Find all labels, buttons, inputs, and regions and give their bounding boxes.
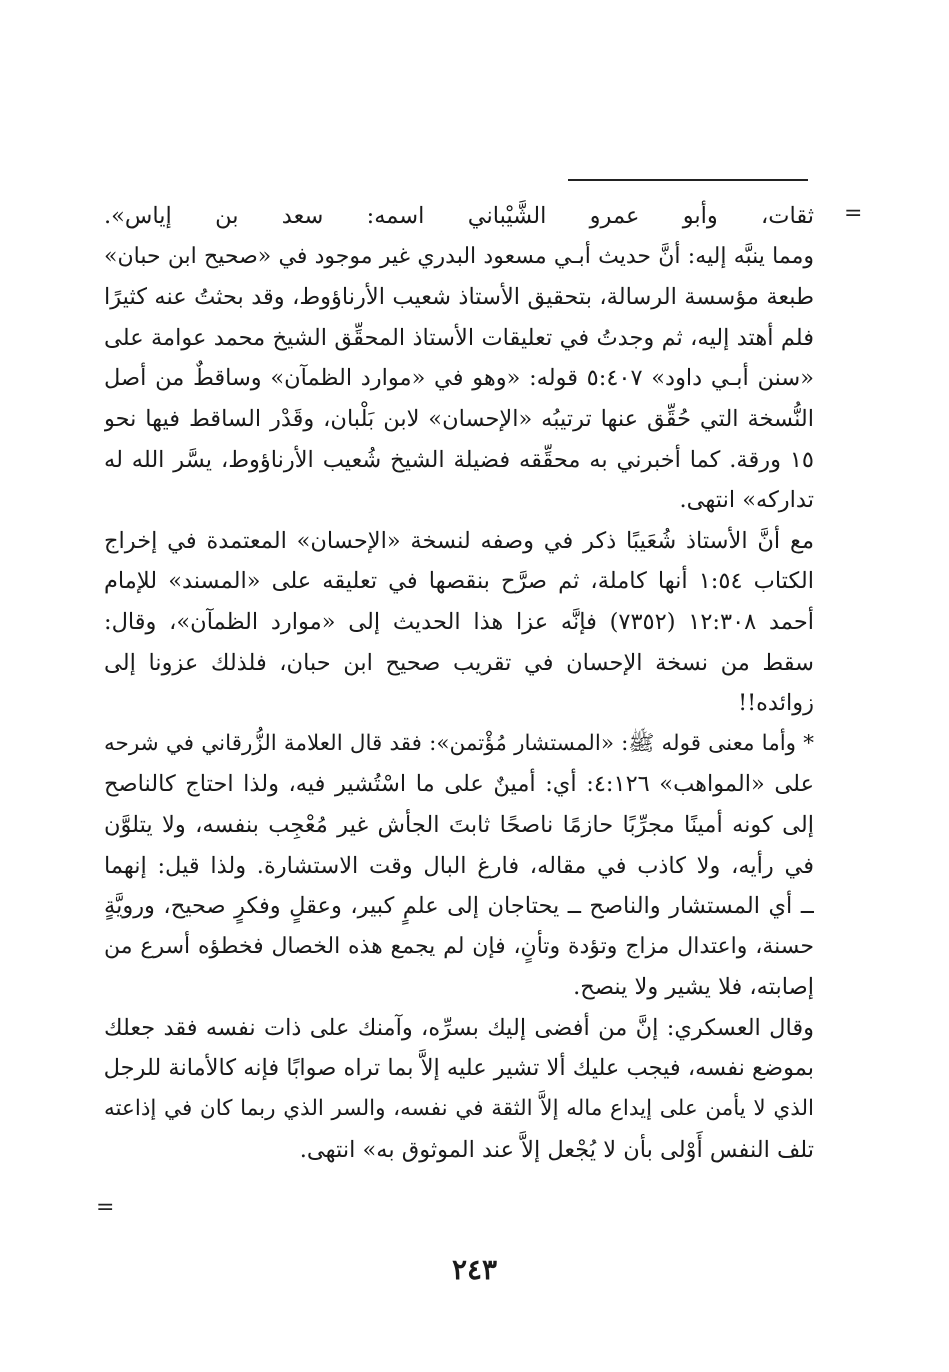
text-line: ومما ينبَّه إليه: أنَّ حديث أبـي مسعود البدري غير موجود في «صحيح ابن حبان» <box>104 243 814 269</box>
footnote-separator-rule <box>568 179 808 181</box>
text-line: فلم أهتد إليه، ثم وجدتُ في تعليقات الأستاذ المحقِّق الشيخ محمد عوامة على <box>104 324 814 351</box>
continuation-marker-top: = <box>844 201 863 226</box>
text-line: الذي لا يأمن على إيداع ماله إلاَّ الثقة في نفسه، والسر الذي ربما كان في إذاعته <box>104 1096 814 1122</box>
text-line: إلى كونه أمينًا مجرِّبًا حازمًا ناصحًا ثابتَ الجأش غير مُعْجِب بنفسه، ولا يتلوَّن <box>104 811 814 838</box>
page-number: ٢٤٣ <box>451 1253 498 1286</box>
text-line: ١٥ ورقة. كما أخبرني به محقِّقه فضيلة الشيخ شُعيب الأرناؤوط، يسَّر الله له <box>104 446 814 473</box>
text-line: «سنن أبـي داود» ٥:٤٠٧ قوله: «وهو في «موارد الظمآن» وساقطٌ من أصل <box>104 365 814 392</box>
text-line: طبعة مؤسسة الرسالة، بتحقيق الأستاذ شعيب الأرناؤوط، وقد بحثتُ عنه كثيرًا <box>104 284 814 311</box>
text-line: زوائده!! <box>738 690 814 717</box>
text-line: حسنة، واعتدال مزاج وتؤدة وتأنٍ، فإن لم يجمع هذه الخصال فخطؤه أسرع من <box>104 933 814 959</box>
text-line: بموضع نفسه، فيجب عليك ألا تشير عليه إلاَّ بما تراه صوابًا فإنه كالأمانة للرجل <box>104 1055 814 1082</box>
text-line: الكتاب ١:٥٤ أنها كاملة، ثم صرَّح بنقصها في تعليقه على «المسند» للإمام <box>104 568 814 595</box>
footnote-text <box>104 196 814 1170</box>
continuation-marker-bottom: = <box>96 1195 115 1220</box>
text-line: مع أنَّ الأستاذ شُعَيبًا ذكر في وصفه لنسخة «الإحسان» المعتمدة في إخراج <box>104 527 814 554</box>
text-line: سقط من نسخة الإحسان في تقريب صحيح ابن حبان، فلذلك عزونا إلى <box>104 649 814 676</box>
text-line: أحمد ١٢:٣٠٨ (٧٣٥٢) فإنَّه عزا هذا الحديث إلى «موارد الظمآن»، وقال: <box>104 608 814 635</box>
text-line: تداركه» انتهى. <box>679 487 814 514</box>
text-line: النُّسخة التي حُقِّق عنها ترتيبُه «الإحسان» لابن بَلْبان، وقَدْر الساقط فيها نحو <box>104 405 814 432</box>
text-line: ثقات، وأبو عمرو الشَّيْباني اسمه: سعد بن إياس». <box>104 203 814 229</box>
text-line: ــ أي المستشار والناصح ــ يحتاجان إلى علمٍ كبير، وعقلٍ وفكرٍ صحيح، ورويَّةٍ <box>104 893 814 920</box>
text-line: * وأما معنى قوله ﷺ: «المستشار مُؤْتمن»: فقد قال العلامة الزُّرقاني في شرحه <box>104 730 814 756</box>
text-line: وقال العسكري: إنَّ من أفضى إليك بسرِّه، وآمنك على ذات نفسه فقد جعلك <box>104 1014 814 1041</box>
text-line: إصابته، فلا يشير ولا ينصح. <box>573 974 814 1001</box>
text-line: تلف النفس أَوْلى بأن لا يُجْعل إلاَّ عند الموثوق به» انتهى. <box>299 1136 814 1163</box>
text-line: في رأيه، ولا كاذب في مقاله، فارغ البال وقت الاستشارة. ولذا قيل: إنهما <box>104 852 814 879</box>
text-line: على «المواهب» ٤:١٢٦: أي: أمينٌ على ما اسْتُشير فيه، ولذا احتاج كالناصح <box>104 771 814 798</box>
